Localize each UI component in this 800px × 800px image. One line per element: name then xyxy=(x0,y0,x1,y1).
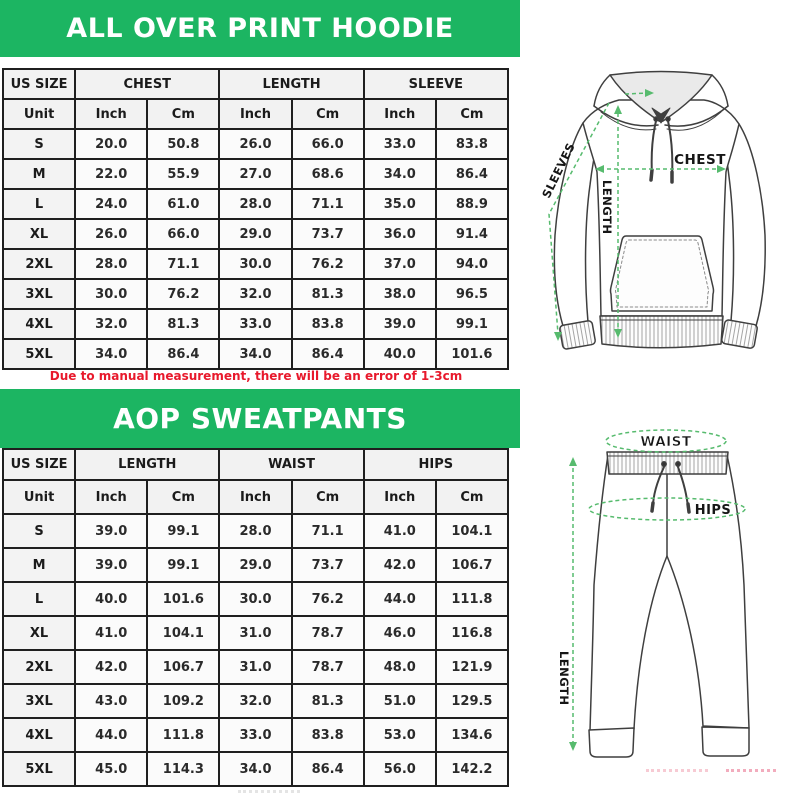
measurement-value: 33.0 xyxy=(219,309,291,339)
arrowhead-icon xyxy=(569,457,577,466)
measurement-value: 81.3 xyxy=(292,279,364,309)
column-group-header: CHEST xyxy=(75,69,219,99)
measurement-value: 91.4 xyxy=(436,219,508,249)
size-label: S xyxy=(3,129,75,159)
hoodie-title-banner xyxy=(0,0,520,57)
measurement-value: 48.0 xyxy=(364,650,436,684)
measurement-value: 33.0 xyxy=(364,129,436,159)
size-label: S xyxy=(3,514,75,548)
measurement-value: 86.4 xyxy=(147,339,219,369)
watermark-marks xyxy=(726,769,776,772)
measurement-value: 34.0 xyxy=(364,159,436,189)
drawstring-grommet xyxy=(662,462,666,466)
measurement-value: 28.0 xyxy=(219,514,291,548)
measurement-value: 35.0 xyxy=(364,189,436,219)
table-row xyxy=(3,339,508,369)
table-row xyxy=(3,279,508,309)
measurement-value: 32.0 xyxy=(75,309,147,339)
measurement-value: 76.2 xyxy=(147,279,219,309)
sweatpants-body xyxy=(590,455,749,731)
left-ankle-cuff xyxy=(589,728,634,757)
measurement-value: 28.0 xyxy=(219,189,291,219)
watermark-marks xyxy=(646,769,708,772)
unit-header: Inch xyxy=(364,99,436,129)
measurement-value: 111.8 xyxy=(436,582,508,616)
measurement-value: 106.7 xyxy=(147,650,219,684)
hoodie-left-cuff xyxy=(559,320,596,349)
measurement-value: 88.9 xyxy=(436,189,508,219)
measurement-value: 29.0 xyxy=(219,548,291,582)
measurement-value: 39.0 xyxy=(75,514,147,548)
measurement-value: 99.1 xyxy=(436,309,508,339)
measurement-value: 121.9 xyxy=(436,650,508,684)
measurement-value: 76.2 xyxy=(292,582,364,616)
measurement-value: 86.4 xyxy=(292,339,364,369)
size-label: M xyxy=(3,159,75,189)
size-label: XL xyxy=(3,219,75,249)
measurement-value: 106.7 xyxy=(436,548,508,582)
measurement-value: 99.1 xyxy=(147,514,219,548)
measurement-value: 134.6 xyxy=(436,718,508,752)
table-row xyxy=(3,616,508,650)
measurement-value: 42.0 xyxy=(75,650,147,684)
measurement-value: 30.0 xyxy=(219,582,291,616)
measurement-value: 76.2 xyxy=(292,249,364,279)
column-group-header: US SIZE xyxy=(3,69,75,99)
measurement-value: 81.3 xyxy=(292,684,364,718)
measurement-value: 104.1 xyxy=(436,514,508,548)
unit-header: Unit xyxy=(3,480,75,514)
measurement-value: 24.0 xyxy=(75,189,147,219)
table-row xyxy=(3,129,508,159)
measurement-value: 83.8 xyxy=(436,129,508,159)
measurement-value: 30.0 xyxy=(219,249,291,279)
arrowhead-icon xyxy=(569,742,577,751)
measurement-value: 34.0 xyxy=(219,339,291,369)
table-row xyxy=(3,684,508,718)
hoodie-pocket xyxy=(611,236,714,311)
measurement-value: 66.0 xyxy=(292,129,364,159)
sweatpants-title-banner xyxy=(0,389,520,448)
column-group-header: SLEEVE xyxy=(364,69,508,99)
measurement-value: 42.0 xyxy=(364,548,436,582)
measurement-value: 94.0 xyxy=(436,249,508,279)
column-group-header: LENGTH xyxy=(75,449,219,480)
unit-header: Cm xyxy=(147,99,219,129)
size-label: 4XL xyxy=(3,309,75,339)
measurement-value: 44.0 xyxy=(364,582,436,616)
unit-header: Cm xyxy=(436,480,508,514)
table-row xyxy=(3,582,508,616)
size-label: L xyxy=(3,189,75,219)
unit-header: Inch xyxy=(75,99,147,129)
size-label: 4XL xyxy=(3,718,75,752)
unit-header: Inch xyxy=(219,99,291,129)
measurement-value: 101.6 xyxy=(436,339,508,369)
sweatpants-length-label: LENGTH xyxy=(557,651,571,706)
waist-label: WAIST xyxy=(640,434,692,450)
hoodie-right-cuff xyxy=(721,319,758,348)
chest-label: CHEST xyxy=(674,152,726,168)
size-label: M xyxy=(3,548,75,582)
measurement-value: 68.6 xyxy=(292,159,364,189)
unit-header: Unit xyxy=(3,99,75,129)
measurement-value: 71.1 xyxy=(292,514,364,548)
watermark-marks xyxy=(238,790,300,793)
size-label: 3XL xyxy=(3,279,75,309)
measurement-value: 73.7 xyxy=(292,219,364,249)
measurement-value: 101.6 xyxy=(147,582,219,616)
measurement-value: 86.4 xyxy=(292,752,364,786)
measurement-value: 34.0 xyxy=(219,752,291,786)
measurement-value: 45.0 xyxy=(75,752,147,786)
size-label: 5XL xyxy=(3,752,75,786)
measurement-value: 96.5 xyxy=(436,279,508,309)
measurement-note: Due to manual measurement, there will be an error of 1-3cm xyxy=(49,369,463,383)
hips-label: HIPS xyxy=(694,503,732,518)
measurement-value: 28.0 xyxy=(75,249,147,279)
measurement-value: 78.7 xyxy=(292,650,364,684)
measurement-value: 71.1 xyxy=(147,249,219,279)
measurement-value: 109.2 xyxy=(147,684,219,718)
sweatpants-title: AOP SWEATPANTS xyxy=(113,402,407,435)
measurement-value: 111.8 xyxy=(147,718,219,752)
measurement-value: 30.0 xyxy=(75,279,147,309)
table-row xyxy=(3,514,508,548)
measurement-value: 39.0 xyxy=(364,309,436,339)
unit-header: Cm xyxy=(147,480,219,514)
table-row xyxy=(3,249,508,279)
hoodie-size-table xyxy=(2,68,509,370)
column-group-header: HIPS xyxy=(364,449,508,480)
table-row xyxy=(3,189,508,219)
table-row xyxy=(3,718,508,752)
right-ankle-cuff xyxy=(702,727,749,756)
sweatpants-size-table xyxy=(2,448,509,787)
measurement-value: 37.0 xyxy=(364,249,436,279)
measurement-value: 41.0 xyxy=(75,616,147,650)
column-group-header: WAIST xyxy=(219,449,363,480)
column-group-header: LENGTH xyxy=(219,69,363,99)
measurement-value: 36.0 xyxy=(364,219,436,249)
measurement-value: 31.0 xyxy=(219,650,291,684)
measurement-value: 51.0 xyxy=(364,684,436,718)
size-label: 2XL xyxy=(3,249,75,279)
size-label: 2XL xyxy=(3,650,75,684)
measurement-value: 56.0 xyxy=(364,752,436,786)
table-row xyxy=(3,309,508,339)
unit-header: Cm xyxy=(292,480,364,514)
hoodie-title: ALL OVER PRINT HOODIE xyxy=(66,13,454,44)
measurement-value: 33.0 xyxy=(219,718,291,752)
hoodie-length-label: LENGTH xyxy=(600,180,614,235)
sweatpants-waistband xyxy=(607,452,728,474)
unit-header: Inch xyxy=(75,480,147,514)
measurement-value: 26.0 xyxy=(75,219,147,249)
measurement-value: 73.7 xyxy=(292,548,364,582)
measurement-value: 81.3 xyxy=(147,309,219,339)
measurement-value: 40.0 xyxy=(364,339,436,369)
unit-header: Inch xyxy=(364,480,436,514)
measurement-value: 22.0 xyxy=(75,159,147,189)
measurement-value: 61.0 xyxy=(147,189,219,219)
measurement-value: 71.1 xyxy=(292,189,364,219)
measurement-value: 53.0 xyxy=(364,718,436,752)
measurement-value: 34.0 xyxy=(75,339,147,369)
measurement-value: 43.0 xyxy=(75,684,147,718)
measurement-value: 86.4 xyxy=(436,159,508,189)
measurement-value: 114.3 xyxy=(147,752,219,786)
measurement-value: 32.0 xyxy=(219,279,291,309)
unit-header: Inch xyxy=(219,480,291,514)
measurement-value: 104.1 xyxy=(147,616,219,650)
hoodie-diagram xyxy=(525,55,800,365)
sweatpants-diagram xyxy=(530,398,800,800)
table-row xyxy=(3,219,508,249)
measurement-value: 50.8 xyxy=(147,129,219,159)
measurement-value: 129.5 xyxy=(436,684,508,718)
measurement-value: 78.7 xyxy=(292,616,364,650)
size-label: XL xyxy=(3,616,75,650)
column-group-header: US SIZE xyxy=(3,449,75,480)
unit-header: Cm xyxy=(292,99,364,129)
measurement-value: 32.0 xyxy=(219,684,291,718)
size-label: 3XL xyxy=(3,684,75,718)
drawstring-grommet xyxy=(676,462,680,466)
size-label: 5XL xyxy=(3,339,75,369)
measurement-value: 46.0 xyxy=(364,616,436,650)
table-row xyxy=(3,548,508,582)
table-row xyxy=(3,752,508,786)
measurement-value: 142.2 xyxy=(436,752,508,786)
measurement-value: 29.0 xyxy=(219,219,291,249)
measurement-value: 83.8 xyxy=(292,309,364,339)
measurement-value: 38.0 xyxy=(364,279,436,309)
measurement-value: 44.0 xyxy=(75,718,147,752)
measurement-value: 26.0 xyxy=(219,129,291,159)
measurement-value: 99.1 xyxy=(147,548,219,582)
measurement-value: 41.0 xyxy=(364,514,436,548)
sleeves-label: SLEEVES xyxy=(539,140,578,201)
measurement-value: 83.8 xyxy=(292,718,364,752)
measurement-value: 116.8 xyxy=(436,616,508,650)
measurement-value: 31.0 xyxy=(219,616,291,650)
measurement-value: 55.9 xyxy=(147,159,219,189)
measurement-value: 66.0 xyxy=(147,219,219,249)
measurement-value: 20.0 xyxy=(75,129,147,159)
unit-header: Cm xyxy=(436,99,508,129)
measurement-value: 27.0 xyxy=(219,159,291,189)
size-label: L xyxy=(3,582,75,616)
table-row xyxy=(3,650,508,684)
measurement-value: 40.0 xyxy=(75,582,147,616)
table-row xyxy=(3,159,508,189)
measurement-value: 39.0 xyxy=(75,548,147,582)
